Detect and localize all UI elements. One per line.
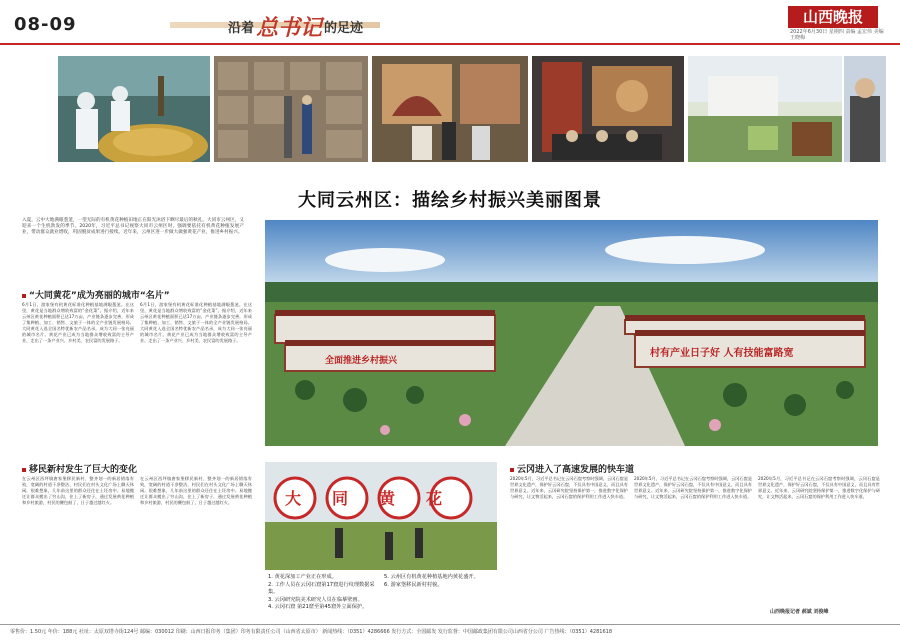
photo-grotto-data-collection [214,56,368,162]
photo-daylily-field [688,56,842,162]
caption-6: 6. 游家堡移民新村村貌。 [384,581,443,588]
caption-4: 4. 云冈石窟 第21窟至第45窟外立面保护。 [268,604,368,610]
bullet-icon [22,294,26,298]
column-prefix: 沿着 [228,20,255,36]
section1-body-col1: 6月1日，游家堡有机黄花标准化种植基地满眼葱茏。在这里，黄花是当地群众增收致富的“金花菜”。据介绍，近年来云州区黄花种植面积已达17万亩，产业链条逐步完善，形成了集种植、加工、销售、文旅于一体的全产业链发展格局。大同黄花入选全国名特优新农产品名录，成为大同一张亮丽的城市名片。黄花产业已成为当地群众增收致富的主导产业，走出了一条产业兴、乡村美、农民富的发展路子。 [22,302,134,343]
section2-title [22,462,137,475]
bullet-icon [22,468,26,472]
captions-right [384,574,502,589]
photo-grotto-facade [532,56,684,162]
lead-paragraph: 入夏，云中大地满眼葱茏，一望无际的有机黄花种植田地正在阳光沐浴下晒尽最后的秋礼。大同市云州区，又迎来一个生机勃发的季节。2020年，习近平总书记视察大同市云州区时，强调要依托有机黄花种植发展产业，带动群众就业增收，巩固脱贫成果进行接续。近年来，云州区进一步做大做强黄花产业，推进乡村振兴。 [22,218,244,236]
section3-title [510,462,634,475]
section1-title-text: “大同黄花”成为亮丽的城市“名片” [29,291,170,301]
column-main: 总书记 [256,14,323,41]
photo-migrant-village-aerial [265,220,878,446]
section3-body-col1: 2020年5月，习近平总书记在云冈石窟考察时强调，云冈石窟是世界文化遗产，保护好云冈石窟，不仅具有中国意义，而且具有世界意义。近年来，云冈研究院坚持保护第一，推进数字化保护与研究，让文物活起来，云冈石窟的保护利用工作进入快车道。 [510,476,628,499]
byline: 山西晚报记者 郝斌 刘俊峰 [770,609,829,615]
section2-body-col1: 在云州区西坪镇唐家堡移民新村，整齐划一的新居错落有致，宽阔的村道干净整洁，村民们在村头文化广场上聊天休闲。很难想象，几年前这里的群众还住在土坯房中。易地搬迁让群众搬出了穷山沟，住上了新房子，通过发展黄花种植和乡村旅游，村民的腰包鼓了，日子越过越红火。 [22,476,134,505]
masthead-info: 2022年6月30日 星期四 责编 孟宏伟 美编 王晓梅 [790,29,884,41]
photo-mural-copying [372,56,528,162]
caption-1: 1. 黄花深加工产业正在形成。 [268,574,337,580]
section1-body-col2: 6月1日，游家堡有机黄花标准化种植基地满眼葱茏。在这里，黄花是当地群众增收致富的“金花菜”。据介绍，近年来云州区黄花种植面积已达17万亩，产业链条逐步完善，形成了集种植、加工、销售、文旅于一体的全产业链发展格局。大同黄花入选全国名特优新农产品名录，成为大同一张亮丽的城市名片。黄花产业已成为当地群众增收致富的主导产业，走出了一条产业兴、乡村美、农民富的发展路子。 [140,302,252,343]
section3-body-col3: 2020年5月，习近平总书记在云冈石窟考察时强调，云冈石窟是世界文化遗产，保护好云冈石窟，不仅具有中国意义，而且具有世界意义。近年来，云冈研究院坚持保护第一，推进数字化保护与研究，让文物活起来，云冈石窟的保护利用工作进入快车道。 [758,476,880,499]
section3-title-text: 云冈进入了高速发展的快车道 [517,465,635,475]
section2-body-col2: 在云州区西坪镇唐家堡移民新村，整齐划一的新居错落有致，宽阔的村道干净整洁，村民们在村头文化广场上聊天休闲。很难想象，几年前这里的群众还住在土坯房中。易地搬迁让群众搬出了穷山沟，住上了新房子，通过发展黄花种植和乡村旅游，村民的腰包鼓了，日子越过越红火。 [140,476,252,505]
column-suffix: 的足迹 [324,20,364,36]
photo-daylily-processing [58,56,210,162]
page-header [0,0,900,44]
header-divider [0,43,900,45]
banner-left: 全面推进乡村振兴 [325,356,398,366]
caption-5: 5. 云州区有机黄花种植基地内黄花盛开。 [384,574,479,580]
banner-right: 村有产业日子好 人有技能富路宽 [650,348,794,359]
caption-3: 3. 云冈研究院美术研究人员在临摹壁画。 [268,596,363,603]
masthead-logo: 山西晚报 [788,6,878,28]
section1-title [22,288,170,301]
headline: 大同云州区：描绘乡村振兴美丽图景 [298,190,602,211]
photo-daylily-sculpture [265,462,497,570]
sculpture-text: 大同黄花 [285,489,474,508]
page-number: 08-09 [14,14,77,35]
photo-village-portrait [844,56,886,162]
bullet-icon [510,468,514,472]
captions-left [268,574,378,612]
column-title [228,14,364,41]
caption-2: 2. 工作人员在云冈石窟第17窟进行纹理数据采集。 [268,581,375,595]
footer: 零售价：1.50元 年价：188元 社址：太原双塔寺街124号 邮编：030012 印刷：山西日报印务（集团）印务有限责任公司（山西省太原市） 新闻热线：（0351）4286666 发行方式：全国邮发 发行监督：中国邮政集团有限公司山西省分公司 广告热线：（0351）4281618 [0,624,900,640]
section3-body-col2: 2020年5月，习近平总书记在云冈石窟考察时强调，云冈石窟是世界文化遗产，保护好云冈石窟，不仅具有中国意义，而且具有世界意义。近年来，云冈研究院坚持保护第一，推进数字化保护与研究，让文物活起来，云冈石窟的保护利用工作进入快车道。 [634,476,752,499]
section2-title-text: 移民新村发生了巨大的变化 [29,465,138,475]
